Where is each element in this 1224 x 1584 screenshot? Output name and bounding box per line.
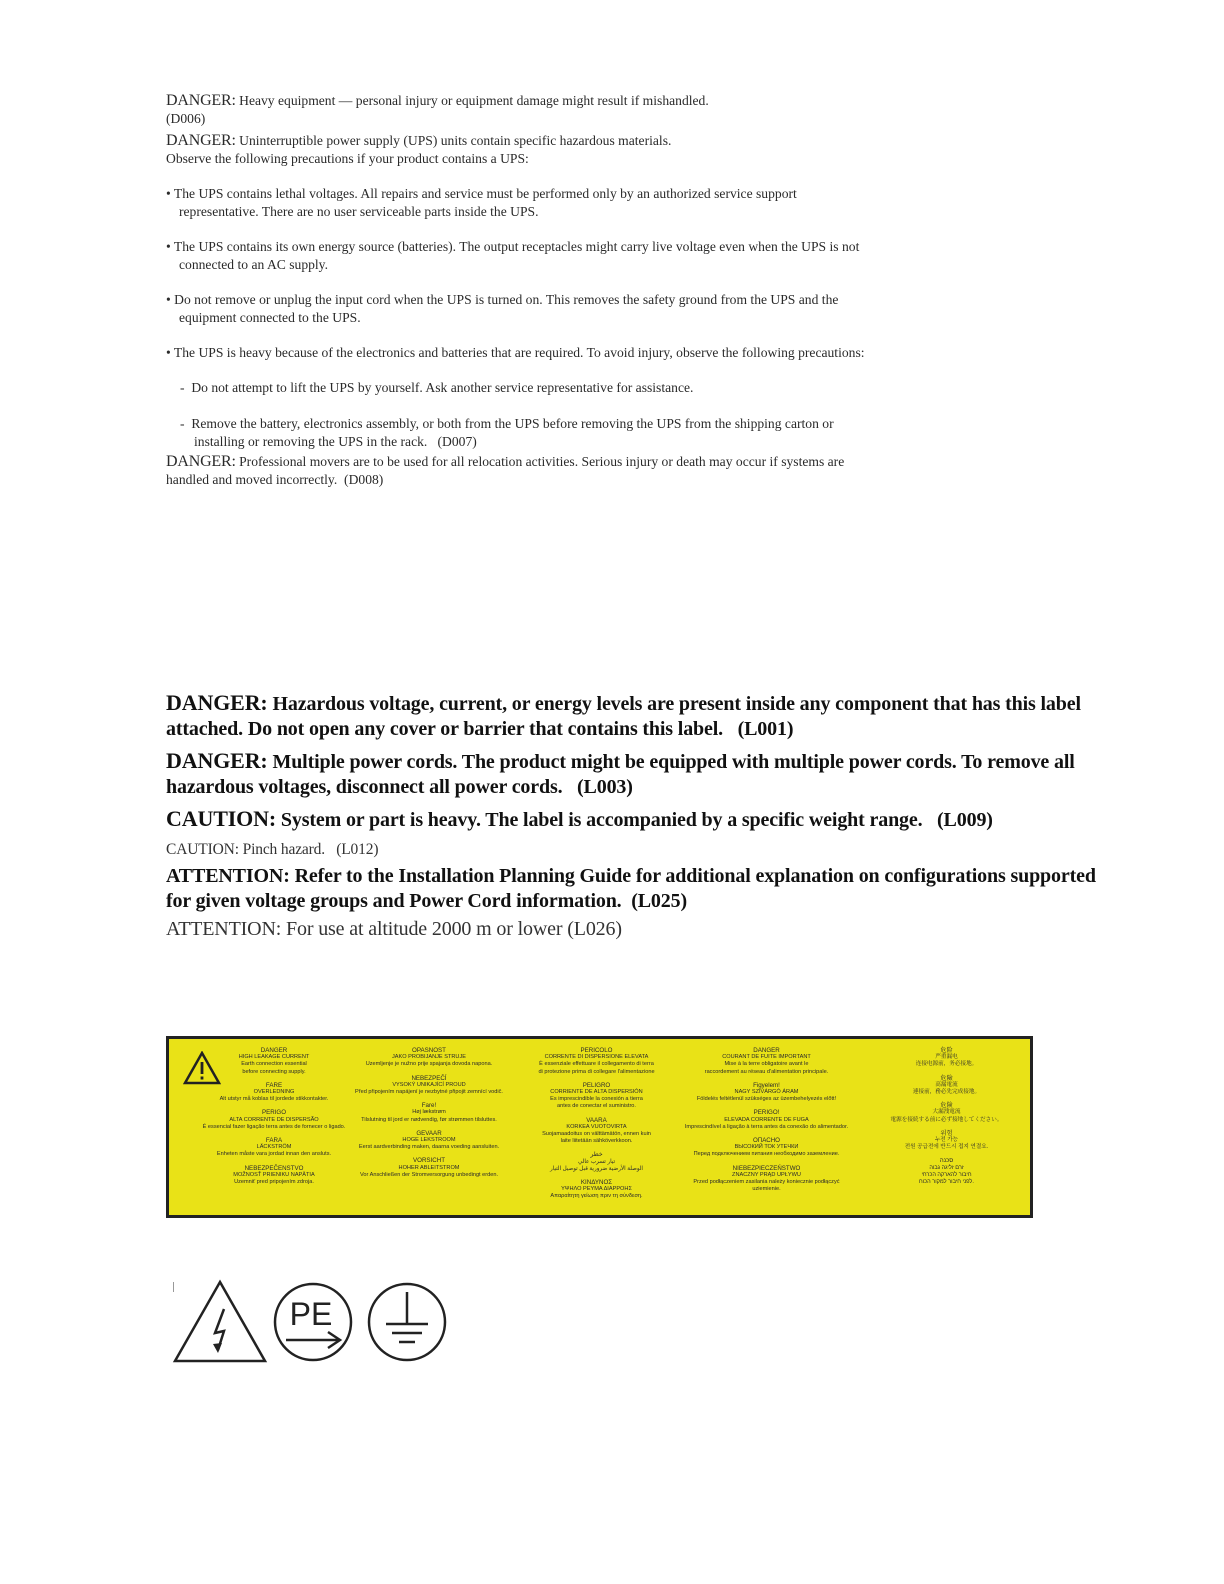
label-language-block [859, 1047, 1034, 1069]
label-block-line: KORKEA VUOTOVIRTA [566, 1123, 627, 1130]
notice-keyword: DANGER: [166, 453, 236, 470]
notice-code: (L025) [631, 890, 687, 912]
label-block-line: antes de conectar el suministro. [557, 1103, 636, 1110]
label-column [514, 1047, 679, 1207]
label-block-line: חיבור להארקה הכרחי [921, 1171, 972, 1178]
label-block-title: Figyelem! [753, 1081, 780, 1089]
notice-d006 [166, 92, 866, 128]
label-block-line: 高漏電流 [935, 1081, 958, 1088]
label-block-line: Tilslutning til jord er nødvendig, før strømmen tilsluttes. [361, 1116, 497, 1123]
notice-l003 [166, 748, 1116, 800]
label-block-line: Földelés feltétlenül szükséges az üzembehelyezés előtt! [696, 1096, 837, 1103]
notice-text: Heavy equipment — personal injury or equipment damage might result if mishandled. [239, 93, 709, 108]
label-column [189, 1047, 359, 1192]
notice-code: (L003) [577, 776, 633, 798]
label-block-line: NAGY SZIVÁRGÓ ÁRAM [734, 1089, 799, 1096]
label-block-title: VORSICHT [413, 1157, 445, 1165]
label-block-line: OVERLEDNING [253, 1089, 295, 1096]
notice-keyword: DANGER: [166, 92, 236, 109]
label-language-block [514, 1117, 679, 1146]
notice-text: Professional movers are to be used for all relocation activities. Serious injury or death may occur if systems are handled and moved incorrectly. [166, 454, 845, 487]
notice-keyword: DANGER: [166, 690, 268, 715]
list-item: • The UPS contains lethal voltages. All repairs and service must be performed only by an authorized service support representative. There are no user serviceable parts inside the UPS. [166, 186, 797, 219]
label-block-line: לפני חיבור למקור הכוח. [919, 1179, 974, 1186]
label-block-title: DANGER [260, 1047, 288, 1054]
label-block-line: تيار تسرب عالي [577, 1158, 616, 1165]
label-language-block [679, 1109, 854, 1131]
label-block-title: FARA [265, 1137, 283, 1145]
notice-text: Hazardous voltage, current, or energy levels are present inside any component that has this label attached. Do not open any cover or barrier that contains this label. [166, 693, 1081, 740]
label-language-block [514, 1179, 679, 1201]
label-block-line: 電源を接続する前に必ず接地してください。 [890, 1116, 1003, 1123]
label-language-block [859, 1130, 1034, 1152]
label-block-line: 连接电源前，务必接地。 [915, 1061, 978, 1068]
notice-text: Observe the following precautions if your product contains a UPS: [166, 151, 529, 166]
notice-keyword: DANGER: [166, 132, 236, 149]
list-item: • The UPS is heavy because of the electronics and batteries that are required. To avoid injury, observe the following precautions: [166, 345, 865, 360]
label-block-title: OPASNOST [412, 1047, 446, 1054]
label-block-title: DANGER [753, 1047, 780, 1054]
ground-icon [369, 1284, 445, 1360]
label-language-block [341, 1075, 517, 1097]
label-language-block [189, 1165, 359, 1187]
notice-l012 [166, 837, 1116, 862]
label-block-line: È essenziale effettuare il collegamento di terra [539, 1061, 654, 1068]
label-block-line: الوصلة الأرضية ضرورية قبل توصيل التيار [550, 1165, 643, 1172]
label-column [859, 1047, 1034, 1192]
high-voltage-icon [175, 1282, 265, 1361]
label-block-line: Es imprescindible la conexión a tierra [550, 1096, 643, 1103]
safety-symbols [172, 1278, 462, 1368]
ups-safety-notices [166, 92, 866, 489]
label-language-block [679, 1047, 854, 1076]
label-block-title: VAARA [586, 1116, 607, 1124]
sub-list-item: - Remove the battery, electronics assembly, or both from the UPS before removing the UPS from the shipping carton or installing or removing the UPS in the rack. (D007) [180, 416, 834, 449]
protective-earth-icon [275, 1284, 351, 1360]
notice-keyword: ATTENTION: [166, 918, 282, 940]
sub-list-item: - Do not attempt to lift the UPS by yourself. Ask another service representative for assistance. [180, 380, 694, 395]
label-block-line: LÄCKSTRÖM [256, 1144, 292, 1151]
label-block-line: É essencial fazer ligação terra antes de fornecer o ligado. [202, 1123, 346, 1130]
notice-text: Pinch hazard. [242, 841, 326, 858]
list-item: • Do not remove or unplug the input cord when the UPS is turned on. This removes the safety ground from the UPS and the equipment connected to the UPS. [166, 292, 839, 325]
notice-code: (D007) [437, 434, 477, 449]
label-block-title: PELIGRO [582, 1081, 611, 1089]
label-block-line: before connecting supply. [242, 1068, 306, 1075]
label-language-block [859, 1157, 1034, 1186]
label-block-line: 누전 가능 [934, 1137, 959, 1144]
label-block-line: Απαραίτητη γείωση πριν τη σύνδεση. [550, 1193, 643, 1200]
leakage-current-label [166, 1036, 1033, 1218]
label-block-line: ΥΨΗΛΟ ΡΕΥΜΑ ΔΙΑΡΡΟΗΣ [561, 1186, 632, 1193]
label-block-line: Eerst aardverbinding maken, daarna voeding aansluiten. [358, 1144, 500, 1151]
notice-code: (L012) [336, 841, 379, 858]
label-language-block [341, 1130, 517, 1152]
label-block-line: di protezione prima di collegare l'alimentazione [538, 1068, 655, 1075]
notice-text: System or part is heavy. The label is accompanied by a specific weight range. [280, 809, 923, 831]
label-block-line: Перед подключением питания необходимо заземление. [693, 1151, 840, 1158]
label-block-title: 危险 [940, 1047, 953, 1054]
label-language-block [189, 1082, 359, 1104]
label-block-line: 전원 공급전에 반드시 접지 연결요. [904, 1144, 989, 1151]
label-block-title: ΚΙΝΔΥΝΟΣ [580, 1179, 613, 1187]
label-block-line: Před připojením napájení je nezbytné připojit zemnící vodič. [354, 1089, 503, 1096]
label-language-block [189, 1047, 359, 1076]
label-block-line: ZNACZNY PRĄD UPŁYWU [732, 1171, 801, 1178]
label-block-line: CORRENTE DI DISPERSIONE ELEVATA [544, 1054, 649, 1061]
label-block-title: FARE [265, 1081, 283, 1089]
label-block-line: Uzemniť pred pripojením zdroja. [234, 1179, 314, 1186]
notice-l009 [166, 806, 1116, 833]
notice-d008 [166, 453, 866, 489]
label-language-block [341, 1157, 517, 1179]
label-block-title: PERICOLO [580, 1047, 613, 1054]
label-block-line: VYSOKÝ UNIKAJÍCÍ PROUD [392, 1081, 466, 1088]
label-block-title: PERIGO! [753, 1109, 780, 1117]
label-block-line: ELEVADA CORRENTE DE FUGA [724, 1116, 809, 1123]
notice-keyword: CAUTION: [166, 806, 277, 831]
list-item: • The UPS contains its own energy source (batteries). The output receptacles might carry live voltage even when the UPS is not connected to an AC supply. [166, 239, 860, 272]
notice-l001 [166, 690, 1116, 742]
label-block-line: Høj lækstrøm [412, 1109, 446, 1116]
label-block-line: HOHER ABLEITSTROM [398, 1164, 460, 1171]
label-block-title: 危険 [940, 1102, 953, 1110]
label-block-title: סכנה [939, 1157, 954, 1165]
label-language-block [679, 1137, 854, 1159]
label-block-line: ALTA CORRENTE DE DISPERSÃO [229, 1116, 319, 1123]
label-block-line: 大漏洩電流 [932, 1109, 961, 1116]
label-block-title: PERIGO [261, 1109, 287, 1117]
label-block-line: Alt utstyr må koblas til jordede stikkontakter. [219, 1096, 329, 1103]
notice-l026 [166, 917, 1116, 942]
label-block-line: raccordement au réseau d'alimentation principale. [704, 1068, 829, 1075]
notice-l025 [166, 864, 1116, 914]
label-language-block [679, 1165, 854, 1194]
label-block-title: 危險 [940, 1074, 953, 1082]
label-block-line: Przed podłączeniem zasilania należy koniecznie podłączyć uziemienie. [693, 1179, 840, 1193]
notice-code: (L026) [567, 918, 622, 940]
pe-label: PE [289, 1296, 333, 1332]
label-block-line: Vor Anschließen der Stromversorgung unbedingt erden. [359, 1171, 499, 1178]
label-block-line: COURANT DE FUITE IMPORTANT [722, 1054, 811, 1061]
notice-keyword: ATTENTION: [166, 865, 290, 887]
notice-code: (D008) [344, 472, 384, 487]
label-language-block [514, 1151, 679, 1173]
notice-text: Multiple power cords. The product might be equipped with multiple power cords. To remove all hazardous voltages, disconnect all power cords. [166, 751, 1075, 798]
label-language-block [514, 1047, 679, 1076]
notice-text: Refer to the Installation Planning Guide for additional explanation on configurations supported for given voltage groups and Power Cord information. [166, 865, 1096, 912]
notice-code: (L001) [737, 718, 794, 740]
label-block-line: CORRIENTE DE ALTA DISPERSIÓN [550, 1089, 643, 1096]
notice-code: (L009) [937, 809, 993, 831]
notice-text: Uninterruptible power supply (UPS) units contain specific hazardous materials. [239, 133, 672, 148]
label-block-line: HIGH LEAKAGE CURRENT [238, 1054, 310, 1061]
label-block-line: זרם זליגה גבוה [929, 1164, 964, 1171]
label-block-line: HOGE LEKSTROOM [402, 1137, 456, 1144]
label-column [341, 1047, 517, 1185]
label-block-line: Mise à la terre obligatoire avant le [724, 1061, 809, 1068]
label-block-line: Imprescindível a ligação à terra antes da conexão do alimentador. [684, 1123, 849, 1130]
label-block-title: NIEBEZPIECZEŃSTWO [732, 1164, 801, 1172]
label-block-line: MOŽNOSŤ PRIENIKU NAPÄTIA [233, 1171, 315, 1178]
label-block-line: laite liitetään sähköverkkoon. [560, 1138, 633, 1145]
notice-keyword: CAUTION: [166, 841, 239, 858]
label-block-title: ОПАСНО [752, 1137, 780, 1145]
label-block-title: NEBEZPEČENSTVO [244, 1164, 304, 1172]
label-language-block [859, 1102, 1034, 1124]
notice-keyword: DANGER: [166, 748, 268, 773]
label-block-title: 위험 [940, 1129, 953, 1137]
label-language-block [514, 1082, 679, 1111]
label-block-line: 严重漏电 [935, 1054, 958, 1061]
label-language-block [189, 1109, 359, 1131]
label-notices [166, 690, 1116, 942]
label-block-title: خطر [590, 1151, 603, 1159]
label-block-line: 連接前，務必先完成接地。 [912, 1089, 981, 1096]
label-language-block [189, 1137, 359, 1159]
label-block-line: Uzemljenje je nužno prije spajanja dovoda napona. [365, 1061, 493, 1068]
label-block-line: ВЫСОКИЙ ТОК УТЕЧКИ [734, 1144, 799, 1151]
label-language-block [341, 1047, 517, 1069]
notice-text: For use at altitude 2000 m or lower [286, 918, 563, 940]
label-block-line: Earth connection essential [241, 1061, 307, 1068]
label-block-title: GEVAAR [416, 1129, 442, 1137]
label-language-block [679, 1082, 854, 1104]
label-block-line: Enheten måste vara jordad innan den ansluts. [216, 1151, 332, 1158]
label-language-block [341, 1102, 517, 1124]
label-block-line: Suojamaadoitus on välttämätön, ennen kuin [542, 1131, 651, 1138]
label-block-title: NEBEZPEČÍ [411, 1074, 447, 1082]
notice-code: (D006) [166, 111, 206, 126]
notice-d007 [166, 132, 866, 168]
label-block-line: JAKO PROBIJANJE STRUJE [392, 1054, 466, 1061]
label-language-block [859, 1075, 1034, 1097]
label-column [679, 1047, 854, 1199]
label-block-title: Fare! [421, 1102, 437, 1110]
